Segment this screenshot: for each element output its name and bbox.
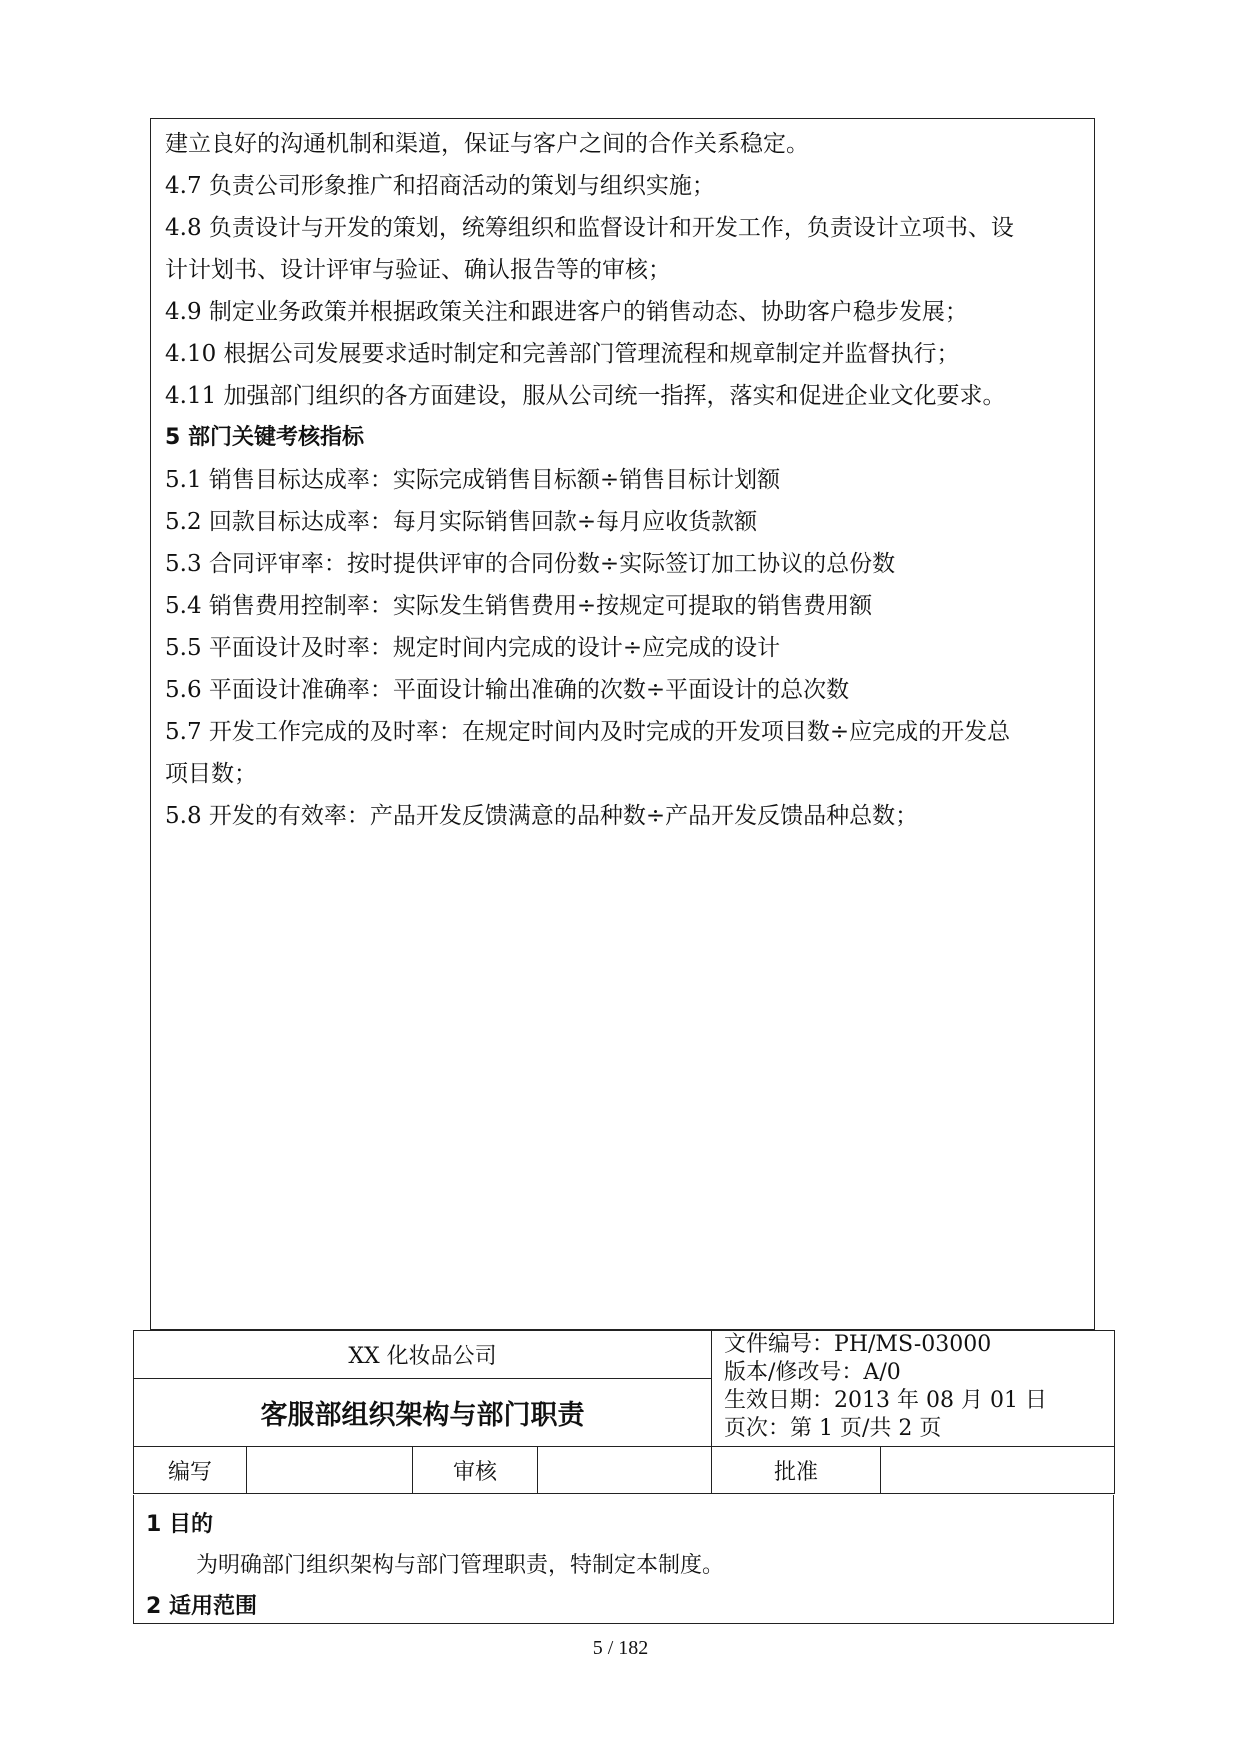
content-line: 5.5 平面设计及时率：规定时间内完成的设计÷应完成的设计 [165,635,781,661]
content-line: 5.8 开发的有效率：产品开发反馈满意的品种数÷产品开发反馈品种总数； [165,803,919,829]
content-line: 4.11 加强部门组织的各方面建设，服从公司统一指挥，落实和促进企业文化要求。 [165,383,1006,409]
document-header-table [133,1330,1115,1494]
content-line: 5.7 开发工作完成的及时率：在规定时间内及时完成的开发项目数÷应完成的开发总 [165,719,1011,745]
content-line: 建立良好的沟通机制和渠道，保证与客户之间的合作关系稳定。 [165,131,809,157]
author-label: 编写 [134,1447,247,1494]
content-line: 5.6 平面设计准确率：平面设计输出准确的次数÷平面设计的总次数 [165,677,850,703]
approve-label: 批准 [712,1447,881,1494]
content-line: 4.7 负责公司形象推广和招商活动的策划与组织实施； [165,173,715,199]
author-value [247,1447,413,1494]
content-line: 4.9 制定业务政策并根据政策关注和跟进客户的销售动态、协助客户稳步发展； [165,299,968,325]
review-label: 审核 [413,1447,538,1494]
section-heading-kpi: 5 部门关键考核指标 [165,425,364,450]
content-line: 5.1 销售目标达成率：实际完成销售目标额÷销售目标计划额 [165,467,781,493]
document-meta [712,1331,1115,1447]
content-line: 计计划书、设计评审与验证、确认报告等的审核； [165,257,671,283]
content-line: 5.4 销售费用控制率：实际发生销售费用÷按规定可提取的销售费用额 [165,593,873,619]
company-name: XX 化妆品公司 [134,1331,712,1379]
document-number: 文件编号：PH/MS-03000 [724,1332,992,1357]
content-line: 4.10 根据公司发展要求适时制定和完善部门管理流程和规章制定并监督执行； [165,341,960,367]
upper-content-text [165,123,1086,837]
section-heading-scope: 2 适用范围 [146,1594,257,1619]
purpose-paragraph: 为明确部门组织架构与部门管理职责，特制定本制度。 [196,1553,725,1578]
approve-value [881,1447,1115,1494]
content-line: 项目数； [165,761,257,787]
page-info: 页次：第 1 页/共 2 页 [724,1416,942,1441]
document-version: 版本/修改号：A/0 [724,1360,901,1385]
content-line: 4.8 负责设计与开发的策划，统筹组织和监督设计和开发工作，负责设计立项书、设 [165,215,1014,241]
section-heading-purpose: 1 目的 [146,1512,213,1537]
document-title: 客服部组织架构与部门职责 [134,1379,712,1447]
page-number: 5 / 182 [592,1637,649,1659]
signature-row [134,1447,1115,1494]
effective-date: 生效日期：2013 年 08 月 01 日 [724,1388,1047,1413]
review-value [538,1447,712,1494]
content-line: 5.2 回款目标达成率：每月实际销售回款÷每月应收货款额 [165,509,758,535]
upper-content-box [150,118,1095,1330]
document-body-box [133,1495,1114,1624]
content-line: 5.3 合同评审率：按时提供评审的合同份数÷实际签订加工协议的总份数 [165,551,896,577]
